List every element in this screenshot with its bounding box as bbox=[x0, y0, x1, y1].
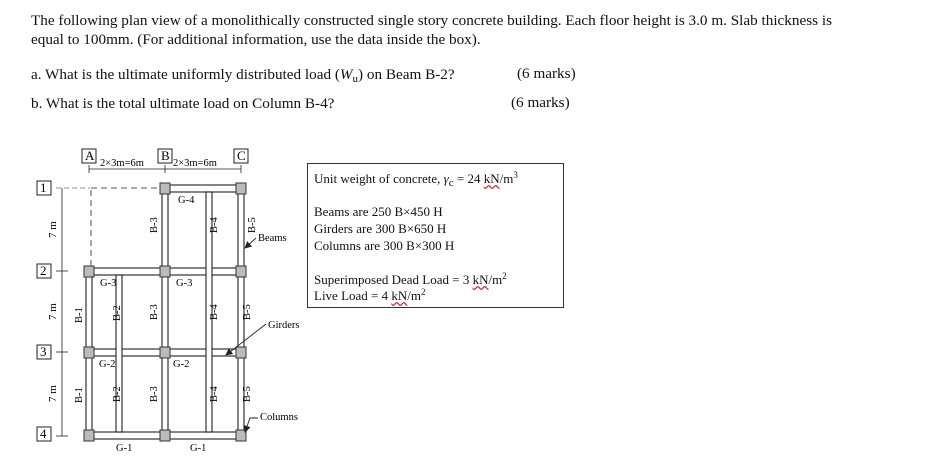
beam-label-b5-low: B-5 bbox=[242, 386, 253, 402]
girder-label-g4: G-4 bbox=[178, 195, 195, 206]
callouts bbox=[226, 233, 300, 432]
row-label-2: 2 bbox=[40, 263, 47, 278]
beam-label-b5-mid: B-5 bbox=[242, 304, 253, 320]
span-label-bc: 2×3m=6m bbox=[173, 158, 217, 169]
question-a: a. What is the ultimate uniformly distributed load $(W_u)$ on Beam B-2? bbox=[31, 66, 455, 85]
grid-label-c: C bbox=[237, 148, 246, 163]
girder-label-g2-left: G-2 bbox=[99, 359, 116, 370]
grid-label-b: B bbox=[161, 148, 170, 163]
beam-label-b1-low: B-1 bbox=[74, 387, 85, 403]
beams bbox=[86, 192, 244, 432]
statement-line-2: equal to 100mm. (For additional information, use the data inside the box). bbox=[31, 31, 481, 48]
question-b-marks: (6 marks) bbox=[511, 94, 570, 111]
girder-label-g1-right: G-1 bbox=[190, 443, 207, 454]
columns-size-line: Columns are 300 B×300 H bbox=[314, 238, 455, 253]
girder-label-g1-left: G-1 bbox=[116, 443, 133, 454]
girders-size-line: Girders are 300 B×650 H bbox=[314, 221, 447, 236]
unit-weight-line: Unit weight of concrete, $\gamma_c = 24$ $kN/m^3$ bbox=[314, 170, 518, 189]
callout-girders: Girders bbox=[268, 320, 300, 331]
data-box bbox=[307, 163, 564, 308]
beam-label-b2-mid: B-2 bbox=[112, 305, 123, 321]
beam-label-b5-top: B-5 bbox=[247, 217, 258, 233]
beam-label-b3-top: B-3 bbox=[149, 217, 160, 233]
beam-label-b3-mid: B-3 bbox=[149, 304, 160, 320]
callout-columns: Columns bbox=[260, 412, 298, 423]
beam-label-b4-low: B-4 bbox=[209, 386, 220, 402]
row-label-1: 1 bbox=[40, 180, 47, 195]
girder-label-g2-right: G-2 bbox=[173, 359, 190, 370]
span-label-34: 7 m bbox=[47, 385, 59, 402]
beams-size-line: Beams are 250 B×450 H bbox=[314, 204, 443, 219]
row-label-3: 3 bbox=[40, 344, 47, 359]
question-a-marks: (6 marks) bbox=[517, 65, 576, 82]
beam-label-b3-low: B-3 bbox=[149, 386, 160, 402]
span-label-ab: 2×3m=6m bbox=[100, 158, 144, 169]
callout-beams: Beams bbox=[258, 233, 287, 244]
girder-label-g3-left: G-3 bbox=[100, 278, 117, 289]
beam-label-b2-low: B-2 bbox=[112, 386, 123, 402]
span-label-12: 7 m bbox=[47, 221, 59, 238]
statement-line-1: The following plan view of a monolithically constructed single story concrete building. Each floor height is 3.0 m. Slab thickness is bbox=[31, 12, 832, 29]
question-b: b. What is the total ultimate load on Column B-4? bbox=[31, 95, 335, 112]
beam-label-b4-mid: B-4 bbox=[209, 304, 220, 320]
beam-label-b1-mid: B-1 bbox=[74, 307, 85, 323]
wu-symbol: $W_u$ bbox=[339, 66, 359, 85]
span-label-23: 7 m bbox=[47, 303, 59, 320]
grid-label-a: A bbox=[85, 148, 95, 163]
row-label-4: 4 bbox=[40, 426, 47, 441]
live-load-line: Live Load = 4 $kN/m^2$ bbox=[314, 287, 426, 303]
girder-label-g3-right: G-3 bbox=[176, 278, 193, 289]
sdl-line: Superimposed Dead Load = 3 $kN/m^2$ bbox=[314, 271, 507, 287]
beam-label-b4-top: B-4 bbox=[209, 217, 220, 233]
